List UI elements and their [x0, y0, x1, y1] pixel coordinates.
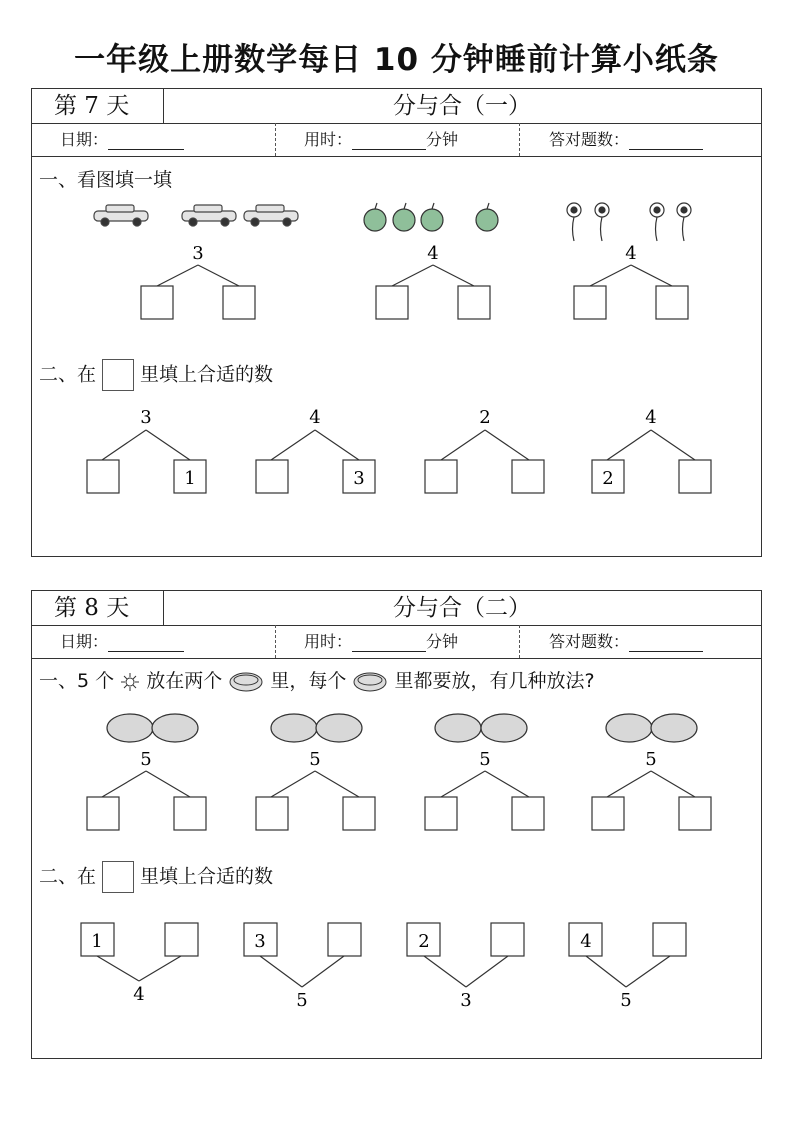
question-2-text: 二、在 里填上合适的数 — [39, 861, 273, 893]
q1-total-4: 5 — [645, 749, 657, 770]
sheet-day-8 — [31, 590, 762, 1059]
day-label: 第 8 天 — [32, 591, 164, 625]
q2-total-1: 4 — [133, 984, 145, 1005]
q2-left-3[interactable]: 2 — [418, 931, 430, 952]
q2-right-2[interactable]: 3 — [353, 468, 365, 489]
q2-total-2: 5 — [296, 990, 308, 1011]
topic-label: 分与合（二） — [393, 595, 531, 621]
q1-total-1: 5 — [140, 749, 152, 770]
correct-count-label: 答对题数： — [549, 130, 630, 149]
q1-total-3: 5 — [479, 749, 491, 770]
q2-total-4: 4 — [645, 407, 657, 428]
page-title: 一年级上册数学每日 10 分钟睡前计算小纸条 — [74, 42, 719, 78]
date-label: 日期： — [60, 130, 109, 149]
q2-total-4: 5 — [620, 990, 632, 1011]
question-1-text: 一、看图填一填 — [39, 169, 173, 191]
correct-count-label: 答对题数： — [549, 632, 630, 651]
time-label: 用时： — [304, 632, 353, 651]
day-label: 第 7 天 — [32, 89, 164, 123]
sheet-day-7 — [31, 88, 762, 557]
q1-total-2: 5 — [309, 749, 321, 770]
time-unit-label: 分钟 — [426, 130, 459, 149]
topic-label: 分与合（一） — [393, 93, 531, 119]
apple-icon — [364, 203, 498, 231]
q1-total-3: 4 — [625, 243, 637, 264]
q2-left-1[interactable]: 1 — [91, 931, 103, 952]
time-label: 用时： — [304, 130, 353, 149]
sheet-1-drawing — [32, 123, 761, 553]
sheet-2-drawing — [32, 625, 761, 1055]
basket-pair-icon — [107, 714, 697, 742]
q2-total-2: 4 — [309, 407, 321, 428]
q2-total-3: 3 — [460, 990, 472, 1011]
sheet-header — [32, 591, 761, 626]
flower-icon — [567, 203, 691, 241]
q2-left-4[interactable]: 4 — [580, 931, 592, 952]
q2-total-3: 2 — [479, 407, 491, 428]
q1-total-1: 3 — [192, 243, 204, 264]
question-2-text: 二、在 里填上合适的数 — [39, 359, 273, 391]
question-1-text: 一、5 个 放在两个 里，每个 里都要放，有几种放法? — [39, 670, 595, 692]
q1-total-2: 4 — [427, 243, 439, 264]
answer-box-icon — [102, 861, 134, 893]
q2-left-4[interactable]: 2 — [602, 468, 614, 489]
answer-box-icon — [102, 359, 134, 391]
q2-left-2[interactable]: 3 — [254, 931, 266, 952]
q2-right-1[interactable]: 1 — [184, 468, 196, 489]
date-label: 日期： — [60, 632, 109, 651]
sheet-header — [32, 89, 761, 124]
time-unit-label: 分钟 — [426, 632, 459, 651]
q2-total-1: 3 — [140, 407, 152, 428]
car-icon — [94, 205, 298, 226]
